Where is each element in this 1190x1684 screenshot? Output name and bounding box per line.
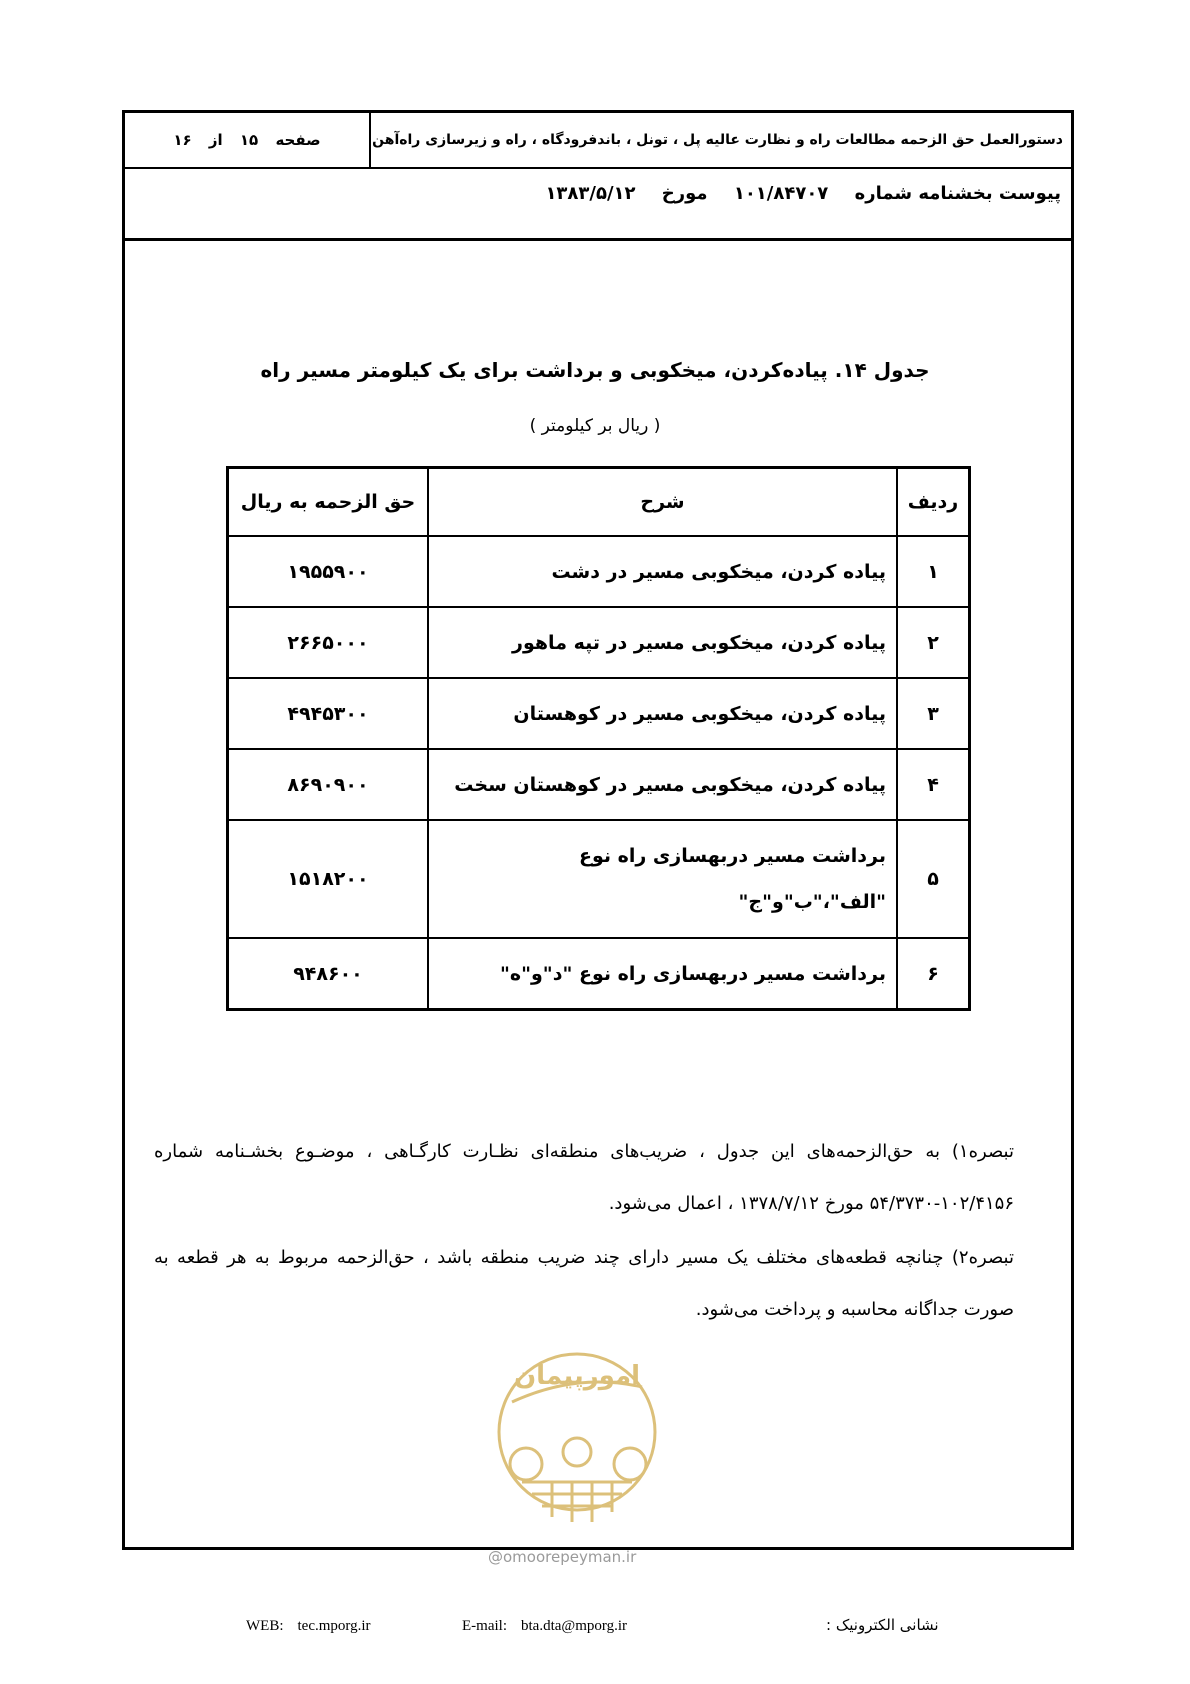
table-row bbox=[228, 536, 970, 607]
row-description: پیاده کردن، میخکوبی مسیر در کوهستان bbox=[428, 678, 897, 749]
column-header-description: شرح bbox=[428, 468, 897, 537]
table-row bbox=[228, 749, 970, 820]
watermark-text: امورپیمان bbox=[513, 1361, 641, 1391]
document-title: دستورالعمل حق الزحمه مطالعات راه و نظارت عالیه پل ، تونل ، باندفرودگاه ، راه و زیرسازی راه‌آهن bbox=[372, 132, 1063, 148]
row-description-line2: "الف"،"ب"و"ج" bbox=[738, 891, 886, 913]
seal-left-gear bbox=[510, 1448, 542, 1480]
footer-email-address[interactable]: bta.dta@mporg.ir bbox=[521, 1618, 628, 1634]
table-row bbox=[228, 678, 970, 749]
footer-email bbox=[448, 1618, 627, 1635]
row-description: پیاده کردن، میخکوبی مسیر در کوهستان سخت bbox=[428, 749, 897, 820]
watermark-seal-icon bbox=[492, 1332, 662, 1532]
table-title: جدول ۱۴. پیاده‌کردن، میخکوبی و برداشت برای یک کیلومتر مسیر راه bbox=[260, 358, 930, 382]
page-total: ۱۶ bbox=[173, 131, 192, 149]
footer-email-label: E-mail: bbox=[462, 1618, 507, 1634]
table-row bbox=[228, 607, 970, 678]
header-row bbox=[125, 113, 1071, 169]
row-number: ۲ bbox=[897, 607, 970, 678]
row-description: پیاده کردن، میخکوبی مسیر در تپه ماهور bbox=[428, 607, 897, 678]
circular-date: ۱۳۸۳/۵/۱۲ bbox=[545, 183, 636, 204]
attachment-line bbox=[525, 183, 1061, 204]
page-label: صفحه bbox=[275, 131, 321, 149]
column-header-row-no: ردیف bbox=[897, 468, 970, 537]
column-header-fee: حق الزحمه به ریال bbox=[228, 468, 429, 537]
row-fee: ۸۶۹۰۹۰۰ bbox=[228, 749, 429, 820]
page-number: ۱۵ bbox=[239, 131, 259, 149]
row-number: ۵ bbox=[897, 820, 970, 938]
attachment-row bbox=[125, 169, 1071, 241]
header-divider bbox=[369, 113, 371, 167]
row-number: ۳ bbox=[897, 678, 970, 749]
row-number: ۴ bbox=[897, 749, 970, 820]
page-indicator bbox=[125, 113, 369, 167]
row-number: ۶ bbox=[897, 938, 970, 1010]
row-description bbox=[428, 820, 897, 938]
footer-electronic-address-label: نشانی الکترونیک : bbox=[826, 1616, 939, 1634]
watermark-url: @omoorepeyman.ir bbox=[488, 1548, 637, 1566]
note-2: تبصره۲) چنانچه قطعه‌های مختلف یک مسیر دارای چند ضریب منطقه باشد ، حق‌الزحمه مربوط به هر قطعه به صورت جداگانه محاسبه و پرداخت می‌شود. bbox=[154, 1247, 1014, 1320]
table-row bbox=[228, 820, 970, 938]
seal-right-gear bbox=[614, 1448, 646, 1480]
table-header-row bbox=[228, 468, 970, 537]
table-unit: ( ریال بر کیلومتر ) bbox=[529, 416, 661, 436]
seal-grid bbox=[522, 1482, 632, 1522]
footer-web-url[interactable]: tec.mporg.ir bbox=[297, 1618, 371, 1634]
row-description: برداشت مسیر دربهسازی راه نوع "د"و"ه" bbox=[428, 938, 897, 1010]
seal-gear bbox=[563, 1438, 591, 1466]
footer-web bbox=[232, 1618, 371, 1635]
row-description: پیاده کردن، میخکوبی مسیر در دشت bbox=[428, 536, 897, 607]
date-label: مورخ bbox=[661, 183, 708, 204]
footer-web-label: WEB: bbox=[246, 1618, 284, 1634]
row-fee: ۱۵۱۸۲۰۰ bbox=[228, 820, 429, 938]
row-fee: ۴۹۴۵۳۰۰ bbox=[228, 678, 429, 749]
page-of: از bbox=[208, 131, 223, 149]
note-1: تبصره۱) به حق‌الزحمه‌های این جدول ، ضریب‌های منطقه‌ای نظـارت کارگـاهی ، موضـوع بخشـنامه شماره ۱۰۲/۴۱۵۶-۵۴/۳۷۳۰ مورخ ۱۳۷۸/۷/۱۲ ، اعمال می‌شود. bbox=[154, 1141, 1014, 1214]
row-number: ۱ bbox=[897, 536, 970, 607]
row-fee: ۹۴۸۶۰۰ bbox=[228, 938, 429, 1010]
circular-number: ۱۰۱/۸۴۷۰۷ bbox=[733, 183, 829, 204]
attachment-label: پیوست بخشنامه شماره bbox=[854, 183, 1061, 204]
table-row bbox=[228, 938, 970, 1010]
fee-table bbox=[226, 466, 971, 1011]
row-fee: ۱۹۵۵۹۰۰ bbox=[228, 536, 429, 607]
row-fee: ۲۶۶۵۰۰۰ bbox=[228, 607, 429, 678]
row-description-line1: برداشت مسیر دربهسازی راه نوع bbox=[578, 845, 886, 867]
